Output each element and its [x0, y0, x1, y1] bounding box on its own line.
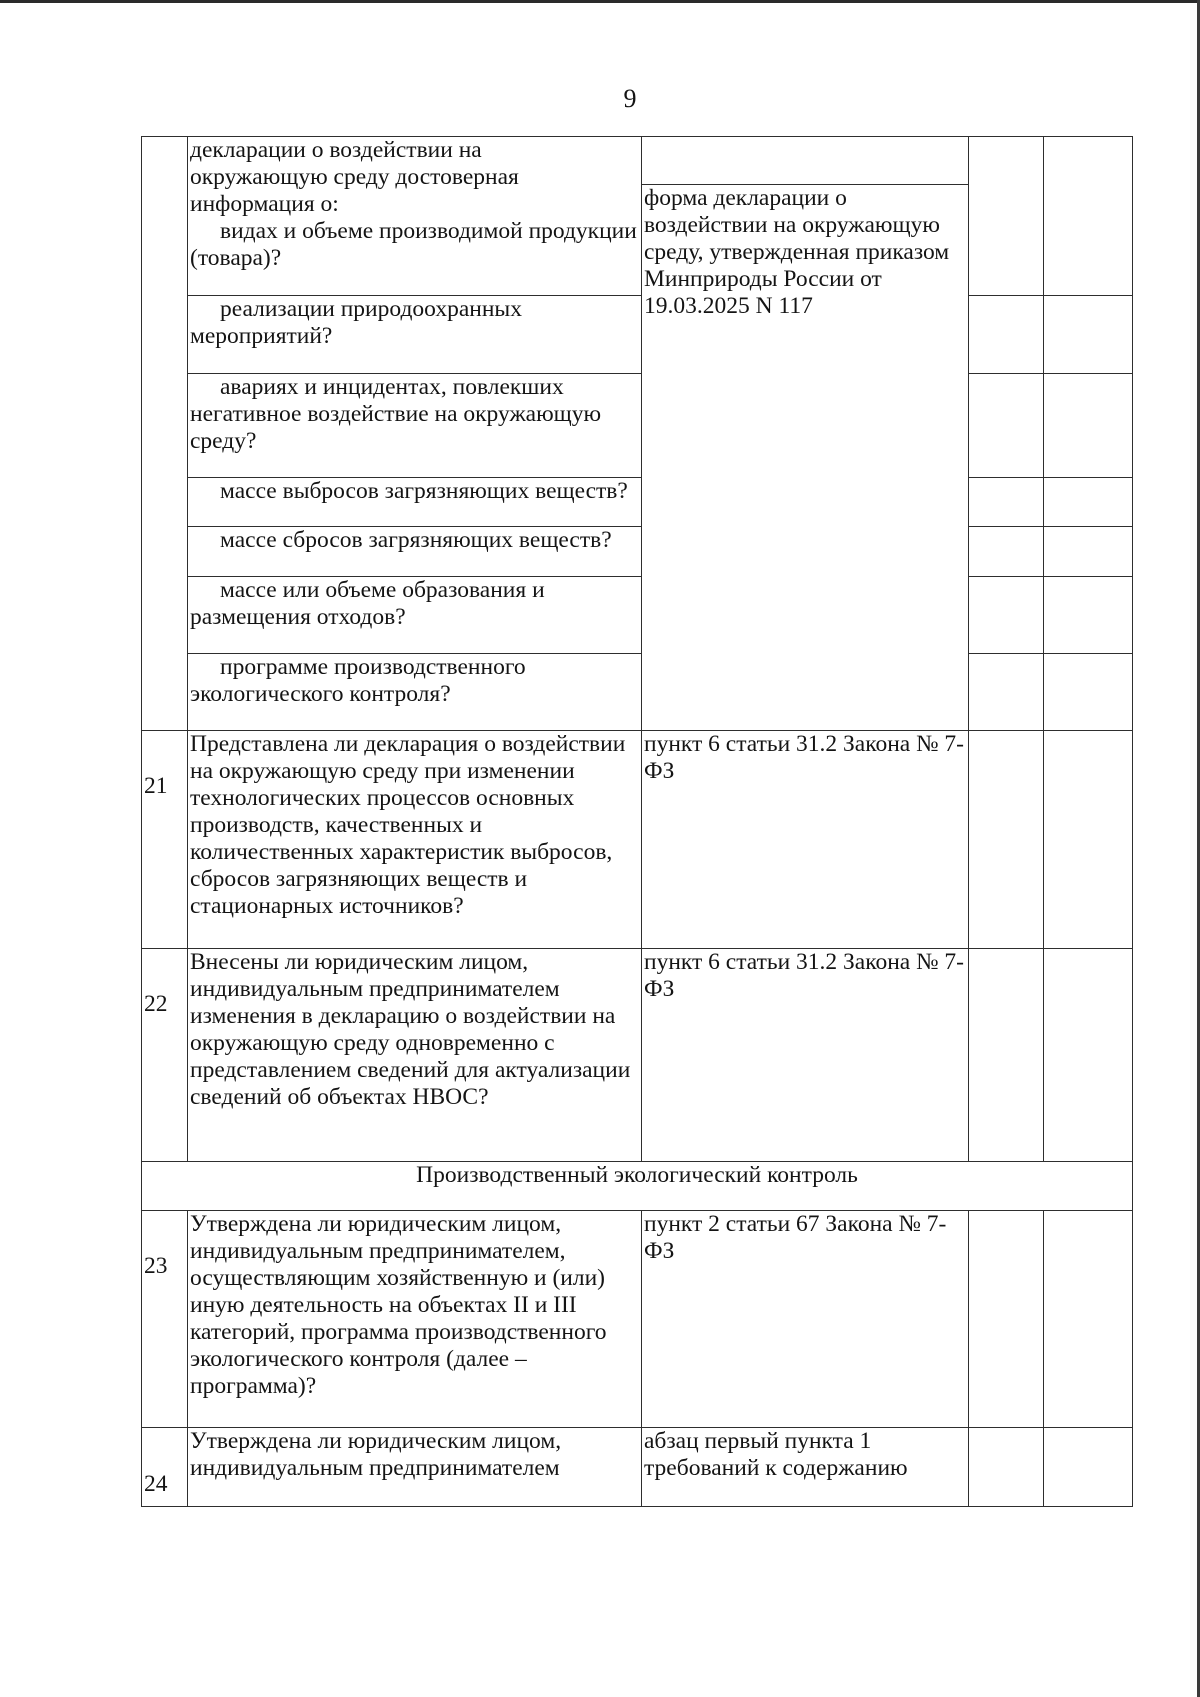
- question-subitem: авариях и инцидентах, повлекших негативное воздействие на окружающую среду?: [190, 374, 602, 454]
- answer-cell: [969, 1428, 1044, 1507]
- note-cell: [1044, 577, 1133, 654]
- table-row: [142, 296, 1133, 374]
- page-number: 9: [623, 84, 637, 113]
- note-cell: [1044, 137, 1133, 296]
- answer-cell: [969, 478, 1044, 527]
- row-number-cell: 24: [142, 1428, 188, 1507]
- note-cell: [1044, 478, 1133, 527]
- question-cell: [188, 527, 642, 577]
- question-line: информация о:: [190, 191, 339, 217]
- question-subitem: массе сбросов загрязняющих веществ?: [220, 527, 612, 553]
- question-cell: [188, 654, 642, 731]
- answer-cell: [969, 296, 1044, 374]
- note-cell: [1044, 949, 1133, 1162]
- question-line: окружающую среду достоверная: [190, 164, 519, 190]
- answer-cell: [969, 654, 1044, 731]
- question-cell: Внесены ли юридическим лицом, индивидуальным предпринимателем изменения в декларацию о воздействии на окружающую среду одновременно с представлением сведений для актуализации сведений об объектах НВОС?: [188, 949, 642, 1162]
- note-cell: [1044, 296, 1133, 374]
- table-row: [142, 137, 1133, 185]
- question-line: декларации о воздействии на: [190, 137, 482, 163]
- question-subitem: видах и объеме производимой продукции (товара)?: [190, 218, 637, 271]
- answer-cell: [969, 577, 1044, 654]
- reference-cell: абзац первый пункта 1 требований к содержанию: [642, 1428, 969, 1507]
- reference-cell: пункт 6 статьи 31.2 Закона № 7-ФЗ: [642, 731, 969, 949]
- answer-cell: [969, 374, 1044, 478]
- row-number-cell: [142, 137, 188, 731]
- scan-edge-top: [0, 0, 1200, 3]
- question-cell: Утверждена ли юридическим лицом, индивидуальным предпринимателем: [188, 1428, 642, 1507]
- note-cell: [1044, 374, 1133, 478]
- note-cell: [1044, 527, 1133, 577]
- answer-cell: [969, 949, 1044, 1162]
- answer-cell: [969, 731, 1044, 949]
- question-cell: [188, 137, 642, 296]
- row-number-cell: 23: [142, 1211, 188, 1428]
- table-row: [142, 577, 1133, 654]
- table-row: [142, 731, 1133, 949]
- question-cell: [188, 374, 642, 478]
- table-row: [142, 949, 1133, 1162]
- checklist-table: [141, 136, 1133, 1507]
- question-subitem: программе производственного экологического контроля?: [190, 654, 526, 707]
- table-row: [142, 527, 1133, 577]
- question-cell: [188, 577, 642, 654]
- reference-cell-empty: [642, 137, 969, 185]
- table-row: [142, 374, 1133, 478]
- answer-cell: [969, 1211, 1044, 1428]
- question-cell: [188, 296, 642, 374]
- question-cell: Представлена ли декларация о воздействии на окружающую среду при изменении технологических процессов основных производств, качественных и количественных характеристик выбросов, сбросов загрязняющих веществ и стационарных источников?: [188, 731, 642, 949]
- question-cell: Утверждена ли юридическим лицом, индивидуальным предпринимателем, осуществляющим хозяйственную и (или) иную деятельность на объектах II и III категорий, программа производственного экологического контроля (далее – программа)?: [188, 1211, 642, 1428]
- table-row: [142, 1428, 1133, 1507]
- note-cell: [1044, 1211, 1133, 1428]
- table-row: [142, 654, 1133, 731]
- question-subitem: массе или объеме образования и размещения отходов?: [190, 577, 545, 630]
- note-cell: [1044, 654, 1133, 731]
- reference-cell: пункт 2 статьи 67 Закона № 7-ФЗ: [642, 1211, 969, 1428]
- reference-cell: пункт 6 статьи 31.2 Закона № 7-ФЗ: [642, 949, 969, 1162]
- note-cell: [1044, 1428, 1133, 1507]
- table-row: [142, 478, 1133, 527]
- answer-cell: [969, 137, 1044, 296]
- reference-cell: форма декларации о воздействии на окружающую среду, утвержденная приказом Минприроды России от 19.03.2025 N 117: [642, 185, 969, 731]
- table-row: [142, 1211, 1133, 1428]
- section-title: Производственный экологический контроль: [142, 1162, 1133, 1211]
- table-row: [142, 1162, 1133, 1211]
- note-cell: [1044, 731, 1133, 949]
- question-cell: [188, 478, 642, 527]
- question-subitem: массе выбросов загрязняющих веществ?: [220, 478, 628, 504]
- row-number-cell: 21: [142, 731, 188, 949]
- answer-cell: [969, 527, 1044, 577]
- question-subitem: реализации природоохранных мероприятий?: [190, 296, 522, 349]
- row-number-cell: 22: [142, 949, 188, 1162]
